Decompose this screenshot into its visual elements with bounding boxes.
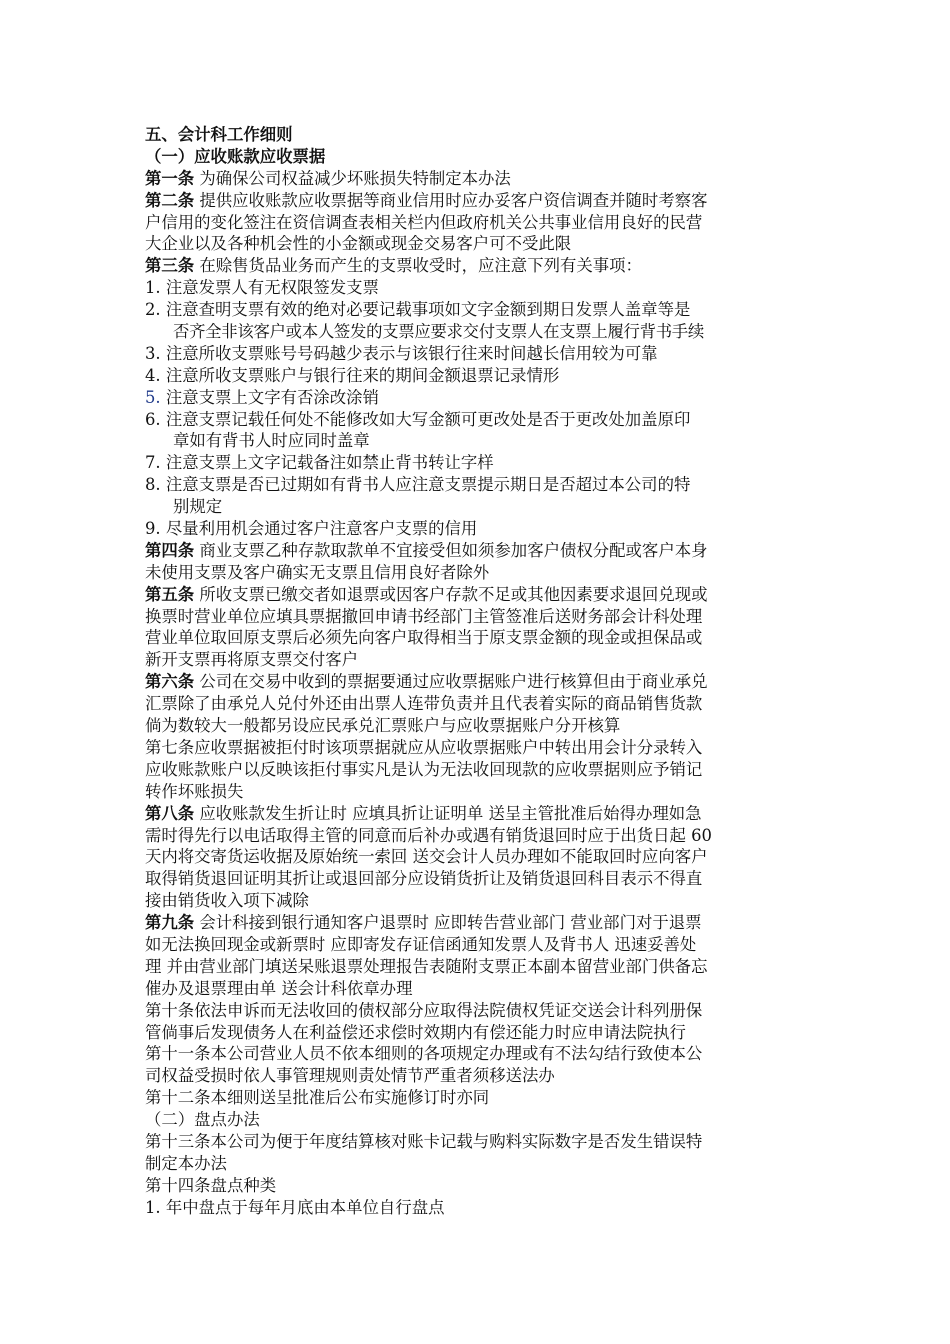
item-number: 3. [145,343,161,363]
list-item-cont: 别规定 [173,497,223,517]
item-number: 2. [145,300,161,320]
article-10-cont: 管倘事后发现债务人在利益偿还求偿时效期内有偿还能力时应申请法院执行 [145,1022,686,1042]
item-text: 注意支票上文字有否涂改涂销 [165,387,379,407]
item-number: 5. [145,387,161,407]
list-item [145,1197,807,1219]
article-4 [145,540,807,562]
list-item-cont: 章如有背书人时应同时盖章 [173,431,370,451]
article-9-cont: 催办及退票理由单 送会计科依章办理 [145,978,413,998]
article-label: 第一条 [145,168,195,188]
article-7: 第七条应收票据被拒付时该项票据就应从应收票据账户中转出用会计分录转入 [145,737,703,757]
article-10: 第十条依法申诉而无法收回的债权部分应取得法院债权凭证交送会计科列册保 [145,1000,703,1020]
article-text: 会计科接到银行通知客户退票时 应即转告营业部门 营业部门对于退票 [194,913,702,933]
article-9-cont: 理 并由营业部门填送呆账退票处理报告表随附支票正本副本留营业部门供备忘 [145,956,708,976]
item-text: 注意所收支票账户与银行往来的期间金额退票记录情形 [165,365,560,385]
list-item [145,299,807,321]
article-5-cont: 新开支票再将原支票交付客户 [145,650,359,670]
article-13: 第十三条本公司为便于年度结算核对账卡记载与购料实际数字是否发生错误特 [145,1131,703,1151]
article-label: 第九条 [145,913,195,933]
article-text: 在赊售货品业务而产生的支票收受时，应注意下列有关事项： [194,256,642,276]
article-2 [145,190,807,212]
article-text: 提供应收账款应收票据等商业信用时应办妥客户资信调查并随时考察客 [194,190,708,210]
article-7-cont: 转作坏账损失 [145,781,244,801]
list-item [145,277,807,299]
item-number: 6. [145,409,161,429]
item-text: 年中盘点于每年月底由本单位自行盘点 [165,1197,445,1217]
item-number: 1. [145,1197,161,1217]
article-label: 第八条 [145,803,195,823]
article-5 [145,584,807,606]
item-text: 注意所收支票账号号码越少表示与该银行往来时间越长信用较为可靠 [165,343,658,363]
article-12: 第十二条本细则送呈批准后公布实施修订时亦同 [145,1088,490,1108]
article-5-cont: 换票时营业单位应填具票据撤回申请书经部门主管签准后送财务部会计科处理 [145,606,703,626]
article-14: 第十四条盘点种类 [145,1175,277,1195]
article-8-cont: 接由销货收入项下减除 [145,891,309,911]
article-13-cont: 制定本办法 [145,1153,227,1173]
subsection-title-2: （二）盘点办法 [145,1110,260,1130]
list-item [145,518,807,540]
article-2-cont: 户信用的变化签注在资信调查表相关栏内但政府机关公共事业信用良好的民营 [145,212,703,232]
list-item [145,365,807,387]
article-text: 应收账款发生折让时 应填具折让证明单 送呈主管批准后始得办理如急 [194,803,702,823]
article-1 [145,168,807,190]
article-label: 第四条 [145,540,195,560]
article-text: 公司在交易中收到的票据要通过应收票据账户进行核算但由于商业承兑 [194,672,708,692]
article-4-cont: 未使用支票及客户确实无支票且信用良好者除外 [145,562,490,582]
article-label: 第六条 [145,672,195,692]
item-text: 注意支票上文字记载备注如禁止背书转让字样 [165,453,494,473]
item-number: 9. [145,519,161,539]
article-8-cont: 天内将交寄货运收据及原始统一索回 送交会计人员办理如不能取回时应向客户 [145,847,708,867]
article-9-cont: 如无法换回现金或新票时 应即寄发存证信函通知发票人及背书人 迅速妥善处 [145,934,697,954]
item-text: 尽量利用机会通过客户注意客户支票的信用 [165,519,478,539]
article-11-cont: 司权益受损时依人事管理规则责处情节严重者须移送法办 [145,1066,555,1086]
article-8-cont: 取得销货退回证明其折让或退回部分应设销货折让及销货退回科目表示不得直 [145,869,703,889]
article-label: 第二条 [145,190,195,210]
subsection-title: （一）应收账款应收票据 [145,146,326,166]
article-text: 商业支票乙种存款取款单不宜接受但如须参加客户债权分配或客户本身 [194,540,708,560]
list-item [145,387,807,409]
list-item-cont: 否齐全非该客户或本人签发的支票应要求交付支票人在支票上履行背书手续 [173,322,704,342]
article-text: 所收支票已缴交者如退票或因客户存款不足或其他因素要求退回兑现或 [194,584,708,604]
item-text: 注意支票记载任何处不能修改如大写金额可更改处是否于更改处加盖原印 [165,409,691,429]
article-7-cont: 应收账款账户以反映该拒付事实凡是认为无法收回现款的应收票据则应予销记 [145,759,703,779]
article-8 [145,803,807,825]
document-body [145,124,807,1219]
item-text: 注意查明支票有效的绝对必要记载事项如文字金额到期日发票人盖章等是 [165,300,691,320]
article-6-cont: 倘为数较大一般都另设应民承兑汇票账户与应收票据账户分开核算 [145,716,621,736]
item-number: 8. [145,475,161,495]
article-label: 第三条 [145,256,195,276]
article-label: 第五条 [145,584,195,604]
article-8-cont: 需时得先行以电话取得主管的同意而后补办或遇有销货退回时应于出货日起 60 [145,825,712,845]
article-9 [145,912,807,934]
article-3 [145,255,807,277]
item-text: 注意支票是否已过期如有背书人应注意支票提示期日是否超过本公司的特 [165,475,691,495]
article-2-cont: 大企业以及各种机会性的小金额或现金交易客户可不受此限 [145,234,572,254]
article-text: 为确保公司权益减少坏账损失特制定本办法 [194,168,511,188]
section-title: 五、会计科工作细则 [145,125,293,144]
list-item [145,452,807,474]
item-number: 1. [145,278,161,298]
item-text: 注意发票人有无权限签发支票 [165,278,379,298]
item-number: 7. [145,453,161,473]
article-11: 第十一条本公司营业人员不依本细则的各项规定办理或有不法勾结行致使本公 [145,1044,703,1064]
item-number: 4. [145,365,161,385]
list-item [145,474,807,496]
article-5-cont: 营业单位取回原支票后必须先向客户取得相当于原支票金额的现金或担保品或 [145,628,703,648]
list-item [145,409,807,431]
article-6-cont: 汇票除了由承兑人兑付外还由出票人连带负责并且代表着实际的商品销售货款 [145,694,703,714]
article-6 [145,671,807,693]
list-item [145,343,807,365]
